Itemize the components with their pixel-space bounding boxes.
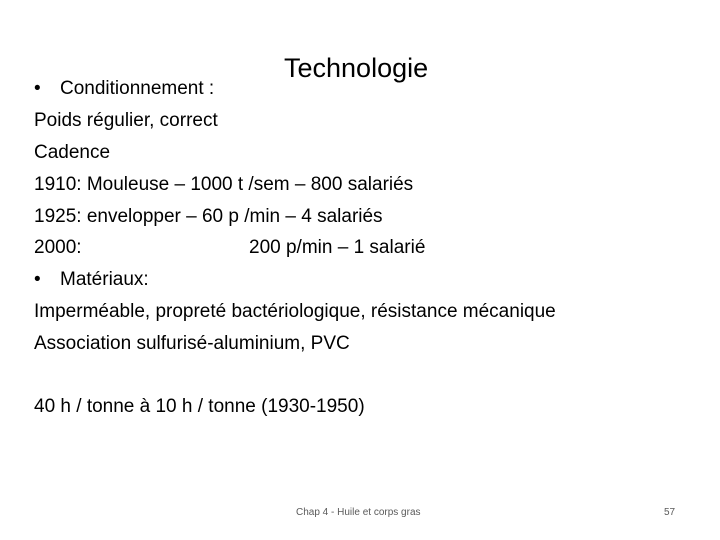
year-value: 200 p/min – 1 salarié: [249, 237, 426, 258]
text-line-cadence: Cadence: [34, 142, 111, 163]
text-line-1910: 1910: Mouleuse – 1000 t /sem – 800 salariés: [34, 174, 414, 195]
footer-page-number: 57: [664, 507, 676, 518]
bullet-text: Matériaux:: [60, 269, 149, 290]
bullet-materiaux: [34, 268, 149, 292]
bullet-icon: •: [34, 269, 41, 290]
bullet-icon: •: [34, 78, 41, 99]
text-line-association: Association sulfurisé-aluminium, PVC: [34, 333, 350, 354]
text-line-1925: 1925: envelopper – 60 p /min – 4 salariés: [34, 206, 383, 227]
year-label: 2000:: [34, 237, 82, 258]
text-line-2000: [34, 236, 425, 260]
text-line-heures: 40 h / tonne à 10 h / tonne (1930-1950): [34, 396, 365, 417]
bullet-text: Conditionnement :: [60, 78, 215, 99]
text-line-impermeable: Imperméable, propreté bactériologique, résistance mécanique: [34, 301, 556, 322]
text-line-poids: Poids régulier, correct: [34, 110, 218, 131]
footer-chapter: Chap 4 - Huile et corps gras: [296, 507, 421, 518]
slide-title: Technologie: [284, 53, 429, 83]
bullet-conditionnement: [34, 77, 214, 101]
